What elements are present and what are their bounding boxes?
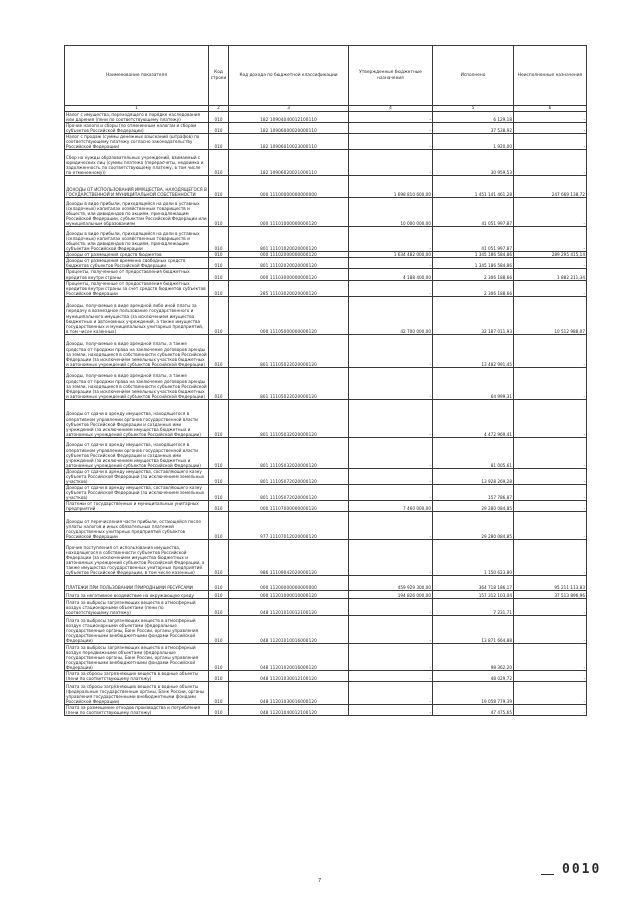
row-approved-cell: - [349, 437, 433, 468]
col-header-executed: Исполнено [433, 46, 514, 106]
row-name-cell: Проценты, полученные от предоставления бюджетных кредитов внутри страны [65, 269, 209, 280]
table-row [65, 367, 587, 399]
table-row [65, 134, 587, 150]
row-unexecuted-cell: - [514, 599, 587, 616]
row-unexecuted-cell: - [514, 280, 587, 296]
row-unexecuted-cell: - [514, 468, 587, 484]
row-approved-cell: 1 634 482 000,00 [349, 252, 433, 258]
row-code-cell: 010 [209, 198, 229, 227]
row-name-cell: Налог с имущества, переходящего в порядке наследования или дарения (пени по соответствующему платежу) [65, 112, 209, 123]
revenue-table [64, 45, 587, 716]
row-name-cell: Доходы от сдачи в аренду имущества, составляющего казну субъекта Российской Федерации (за исключением земельных участков) [65, 484, 209, 500]
row-unexecuted-cell: 95 211 113,83 [514, 576, 587, 591]
row-kbk-cell: 000 11105000000000120 [229, 296, 349, 334]
row-name-cell: Доходы в виде прибыли, приходящейся на доли в уставных (складочных) капиталах хозяйственных товариществ и обществ, или дивидендов по акциям, принадлежащим Российской Федерации, субъектам Российской Федерации или муниципальным образованиям [65, 198, 209, 227]
row-kbk-cell: 048 11201030016000120 [229, 682, 349, 705]
row-kbk-cell: 801 11105022020000120 [229, 334, 349, 367]
row-approved-cell: - [349, 512, 433, 540]
row-approved-cell: - [349, 112, 433, 123]
row-approved-cell: - [349, 258, 433, 269]
row-name-cell: ДОХОДЫ ОТ ИСПОЛЬЗОВАНИЯ ИМУЩЕСТВА, НАХОДЯЩЕГОСЯ В ГОСУДАРСТВЕННОЙ И МУНИЦИПАЛЬНОЙ СОБСТВЕННОСТИ [65, 176, 209, 198]
row-name-cell: Плата за выбросы загрязняющих веществ в атмосферный воздух стационарными объектами (федеральные государственные органы, Банк России, органы управления государственными внебюджетными фондами Российской Федерации) [65, 616, 209, 644]
row-approved-cell: - [349, 484, 433, 500]
row-code-cell: 010 [209, 112, 229, 123]
row-unexecuted-cell: - [514, 682, 587, 705]
table-row [65, 258, 587, 269]
row-executed-cell: 7 231,71 [433, 599, 514, 616]
row-unexecuted-cell: - [514, 644, 587, 671]
row-approved-cell: - [349, 682, 433, 705]
row-executed-cell: 1 150 623,80 [433, 540, 514, 576]
row-unexecuted-cell: - [514, 367, 587, 399]
col-header-code: Код строки [209, 46, 229, 106]
row-approved-cell: 4 188 400,00 [349, 269, 433, 280]
row-name-cell: ПЛАТЕЖИ ПРИ ПОЛЬЗОВАНИИ ПРИРОДНЫМИ РЕСУРСАМИ [65, 576, 209, 591]
row-unexecuted-cell: - [514, 198, 587, 227]
table-row [65, 123, 587, 134]
row-unexecuted-cell: - [514, 540, 587, 576]
row-executed-cell: 6 129,18 [433, 112, 514, 123]
row-kbk-cell: 048 11201010012100120 [229, 599, 349, 616]
table-row [65, 176, 587, 198]
table-row [65, 269, 587, 280]
row-unexecuted-cell: 37 513 896,96 [514, 591, 587, 599]
row-executed-cell: 4 472 969,41 [433, 399, 514, 437]
row-approved-cell: - [349, 468, 433, 484]
stamp-dash [541, 874, 554, 875]
row-approved-cell: 1 698 810 600,00 [349, 176, 433, 198]
row-executed-cell: 157 312 103,04 [433, 591, 514, 599]
table-row [65, 468, 587, 484]
row-unexecuted-cell: 1 882 211,34 [514, 269, 587, 280]
row-kbk-cell: 801 11105032020000120 [229, 437, 349, 468]
row-code-cell: 010 [209, 280, 229, 296]
col-header-unexecuted: Неисполненные назначения [514, 46, 587, 106]
col-header-approved: Утвержденные бюджетные назначения [349, 46, 433, 106]
table-row [65, 112, 587, 123]
row-name-cell: Плата за негативное воздействие на окружающую среду [65, 591, 209, 599]
table-row [65, 512, 587, 540]
row-executed-cell: 1 920,00 [433, 134, 514, 150]
row-unexecuted-cell: - [514, 399, 587, 437]
col-number: 1 [65, 106, 209, 112]
row-name-cell: Плата за сбросы загрязняющих веществ в водные объекты (пени по соответствующему платежу) [65, 671, 209, 682]
row-unexecuted-cell: - [514, 258, 587, 269]
row-kbk-cell: 048 11201040012100120 [229, 705, 349, 716]
row-approved-cell: - [349, 399, 433, 437]
col-header-name: Наименование показателя [65, 46, 209, 106]
row-unexecuted-cell: - [514, 134, 587, 150]
row-code-cell: 010 [209, 500, 229, 511]
row-executed-cell: 37 538,92 [433, 123, 514, 134]
row-code-cell: 010 [209, 176, 229, 198]
row-name-cell: Налог с продаж (суммы денежных взысканий (штрафов) по соответствующему платежу согласно законодательству Российской Федерации) [65, 134, 209, 150]
row-executed-cell: 364 718 186,17 [433, 576, 514, 591]
row-name-cell: Сбор на нужды образовательных учреждений, взимаемый с юридических лиц (суммы платежа (перерасчеты, недоимка и задолженность по соответствующему платежу, в том числе по отмененному)) [65, 150, 209, 176]
row-executed-cell: 13 871 664,88 [433, 616, 514, 644]
table-body [65, 112, 587, 716]
row-approved-cell: - [349, 540, 433, 576]
row-code-cell: 010 [209, 576, 229, 591]
table-header-row [65, 46, 587, 106]
row-kbk-cell: 986 11109042020000120 [229, 540, 349, 576]
row-code-cell: 010 [209, 269, 229, 280]
row-kbk-cell: 801 11101020020000120 [229, 227, 349, 252]
row-approved-cell: 194 826 000,00 [349, 591, 433, 599]
row-code-cell: 010 [209, 484, 229, 500]
row-name-cell: Прочие налоги и сборы (по отмененным налогам и сборам субъектов Российской Федерации) [65, 123, 209, 134]
row-approved-cell: - [349, 334, 433, 367]
row-code-cell: 010 [209, 468, 229, 484]
row-name-cell: Доходы от перечисления части прибыли, остающейся после уплаты налогов и иных обязательных платежей государственных унитарных предприятий субъектов Российской Федерации [65, 512, 209, 540]
table-row [65, 296, 587, 334]
row-kbk-cell: 977 11107012020000120 [229, 512, 349, 540]
row-name-cell: Проценты, полученные от предоставления бюджетных кредитов внутри страны за счет средств бюджетов субъектов Российской Федерации [65, 280, 209, 296]
table-row [65, 399, 587, 437]
row-code-cell: 010 [209, 334, 229, 367]
row-unexecuted-cell: - [514, 334, 587, 367]
row-unexecuted-cell: - [514, 616, 587, 644]
row-unexecuted-cell: - [514, 227, 587, 252]
row-kbk-cell: 801 11105022020000120 [229, 367, 349, 399]
row-name-cell: Доходы в виде прибыли, приходящейся на доли в уставных (складочных) капиталах хозяйственных товариществ и обществ, или дивидендов по акциям, принадлежащим субъектам Российской Федерации [65, 227, 209, 252]
col-number: 5 [433, 106, 514, 112]
row-executed-cell: 64 999,31 [433, 367, 514, 399]
row-kbk-cell: 000 11101000000000120 [229, 198, 349, 227]
row-executed-cell: 41 051 997,87 [433, 198, 514, 227]
row-unexecuted-cell: - [514, 705, 587, 716]
table-row [65, 150, 587, 176]
row-name-cell: Прочие поступления от использования имущества, находящегося в собственности субъектов Российской Федерации (за исключением имущества бюджетных и автономных учреждений субъектов Российской Федерации, а также имущества государственных унитарных предприятий субъектов Российской Федерации, в том числе казенных) [65, 540, 209, 576]
row-code-cell: 010 [209, 705, 229, 716]
row-unexecuted-cell: - [514, 150, 587, 176]
row-code-cell: 010 [209, 599, 229, 616]
table-row [65, 616, 587, 644]
row-unexecuted-cell: - [514, 123, 587, 134]
row-name-cell: Плата за сбросы загрязняющих веществ в водные объекты (федеральные государственные органы, Банк России, органы управления государственными внебюджетными фондами Российской Федерации) [65, 682, 209, 705]
row-executed-cell: 98 362,20 [433, 644, 514, 671]
row-code-cell: 010 [209, 512, 229, 540]
row-kbk-cell: 000 11100000000000000 [229, 176, 349, 198]
col-number: 4 [349, 106, 433, 112]
table-row [65, 599, 587, 616]
row-kbk-cell: 048 11201010016000120 [229, 616, 349, 644]
row-name-cell: Доходы от размещения временно свободных средств бюджетов субъектов Российской Федерации [65, 258, 209, 269]
table-row [65, 591, 587, 599]
row-executed-cell: 30 959,53 [433, 150, 514, 176]
row-name-cell: Плата за размещение отходов производства и потребления (пени по соответствующему платежу) [65, 705, 209, 716]
row-unexecuted-cell: - [514, 484, 587, 500]
row-name-cell: Доходы, получаемые в виде арендной платы, а также средства от продажи права на заключение договоров аренды за земли, находящиеся в собственности субъектов Российской Федерации (за исключением земельных участков бюджетных и автономных учреждений субъектов Российской Федерации) [65, 367, 209, 399]
row-approved-cell: 459 929 300,00 [349, 576, 433, 591]
row-kbk-cell: 048 11201030012100120 [229, 671, 349, 682]
row-approved-cell: - [349, 616, 433, 644]
row-code-cell: 010 [209, 367, 229, 399]
row-code-cell: 010 [209, 296, 229, 334]
row-approved-cell: 7 460 000,00 [349, 500, 433, 511]
row-executed-cell: 81 005,61 [433, 437, 514, 468]
row-executed-cell: 2 306 188,66 [433, 269, 514, 280]
row-kbk-cell: 000 11102000000000120 [229, 252, 349, 258]
row-code-cell: 010 [209, 123, 229, 134]
row-code-cell: 010 [209, 671, 229, 682]
row-approved-cell: - [349, 150, 433, 176]
row-code-cell: 010 [209, 150, 229, 176]
row-name-cell: Платежи от государственных и муниципальных унитарных предприятий [65, 500, 209, 511]
row-code-cell: 010 [209, 644, 229, 671]
row-kbk-cell: 000 11200000000000000 [229, 576, 349, 591]
row-name-cell: Доходы от сдачи в аренду имущества, составляющего казну субъекта Российской Федерации (за исключением земельных участков) [65, 468, 209, 484]
row-unexecuted-cell: - [514, 500, 587, 511]
row-code-cell: 010 [209, 227, 229, 252]
row-name-cell: Доходы, получаемые в виде арендной либо иной платы за передачу в возмездное пользование государственного и муниципального имущества (за исключением имущества бюджетных и автономных учреждений, а также имущества государственных и муниципальных унитарных предприятий, в том числе казенных) [65, 296, 209, 334]
row-code-cell: 010 [209, 682, 229, 705]
col-number: 2 [209, 106, 229, 112]
row-approved-cell: - [349, 599, 433, 616]
page-number: 7 [318, 878, 322, 884]
row-executed-cell: 157 786,87 [433, 484, 514, 500]
table-row [65, 500, 587, 511]
row-kbk-cell: 182 10904040012100110 [229, 112, 349, 123]
row-name-cell: Плата за выбросы загрязняющих веществ в атмосферный воздух стационарными объектами (пени по соответствующему платежу) [65, 599, 209, 616]
row-executed-cell: 47 475,65 [433, 705, 514, 716]
table-row [65, 198, 587, 227]
table-row [65, 227, 587, 252]
col-header-kbk: Код дохода по бюджетной классификации [229, 46, 349, 106]
row-executed-cell: 1 451 141 461,28 [433, 176, 514, 198]
row-unexecuted-cell: 247 669 138,72 [514, 176, 587, 198]
page-stamp: 0010 [562, 862, 602, 877]
row-executed-cell: 41 051 997,87 [433, 227, 514, 252]
row-executed-cell: 13 928 269,28 [433, 468, 514, 484]
row-kbk-cell: 801 11105032020000120 [229, 399, 349, 437]
row-executed-cell: 2 306 188,66 [433, 280, 514, 296]
row-approved-cell: 42 700 000,00 [349, 296, 433, 334]
row-kbk-cell: 048 11201020016000120 [229, 644, 349, 671]
row-name-cell: Доходы от размещения средств бюджетов [65, 252, 209, 258]
row-executed-cell: 29 280 084,85 [433, 500, 514, 511]
row-kbk-cell: 285 11103020020000120 [229, 280, 349, 296]
row-unexecuted-cell: - [514, 512, 587, 540]
row-code-cell: 010 [209, 591, 229, 599]
row-unexecuted-cell: 289 295 415,14 [514, 252, 587, 258]
col-number: 3 [229, 106, 349, 112]
row-name-cell: Доходы, получаемые в виде арендной платы, а также средства от продажи права на заключение договоров аренды за земли, находящиеся в собственности субъектов Российской Федерации (за исключением земельных участков бюджетных и автономных учреждений субъектов Российской Федерации) [65, 334, 209, 367]
row-executed-cell: 1 345 186 584,86 [433, 252, 514, 258]
row-approved-cell: - [349, 367, 433, 399]
row-unexecuted-cell: 10 512 988,07 [514, 296, 587, 334]
table-row [65, 644, 587, 671]
table-row [65, 437, 587, 468]
row-executed-cell: 19 058 779,39 [433, 682, 514, 705]
row-unexecuted-cell: - [514, 671, 587, 682]
row-kbk-cell: 000 11103000000000120 [229, 269, 349, 280]
row-executed-cell: 1 345 186 584,86 [433, 258, 514, 269]
table-row [65, 671, 587, 682]
row-approved-cell: - [349, 705, 433, 716]
row-kbk-cell: 000 11201000010000120 [229, 591, 349, 599]
row-approved-cell: 10 000 000,00 [349, 198, 433, 227]
row-executed-cell: 13 482 991,45 [433, 334, 514, 367]
row-approved-cell: - [349, 123, 433, 134]
row-approved-cell: - [349, 280, 433, 296]
row-kbk-cell: 182 10906000020000110 [229, 123, 349, 134]
row-approved-cell: - [349, 134, 433, 150]
row-executed-cell: 29 280 084,85 [433, 512, 514, 540]
row-code-cell: 010 [209, 252, 229, 258]
row-code-cell: 010 [209, 134, 229, 150]
table-row [65, 576, 587, 591]
table-row [65, 334, 587, 367]
table-row [65, 280, 587, 296]
row-kbk-cell: 801 11105072020000120 [229, 468, 349, 484]
row-name-cell: Доходы от сдачи в аренду имущества, находящегося в оперативном управлении органов государственной власти субъектов Российской Федерации и созданных ими учреждений (за исключением имущества бюджетных и автономных учреждений субъектов Российской Федерации) [65, 437, 209, 468]
row-kbk-cell: 182 10906010023000110 [229, 134, 349, 150]
row-kbk-cell: 182 10906020021000110 [229, 150, 349, 176]
table-row [65, 484, 587, 500]
table-row [65, 682, 587, 705]
row-executed-cell: 48 029,72 [433, 671, 514, 682]
table-row [65, 705, 587, 716]
row-approved-cell: - [349, 671, 433, 682]
col-number: 6 [514, 106, 587, 112]
row-executed-cell: 32 187 011,93 [433, 296, 514, 334]
row-unexecuted-cell: - [514, 112, 587, 123]
row-name-cell: Доходы от сдачи в аренду имущества, находящегося в оперативном управлении органов государственной власти субъектов Российской Федерации и созданных ими учреждений (за исключением имущества бюджетных и автономных учреждений субъектов Российской Федерации) [65, 399, 209, 437]
row-code-cell: 010 [209, 258, 229, 269]
row-name-cell: Плата за выбросы загрязняющих веществ в атмосферный воздух передвижными объектами (федеральные государственные органы, Банк России, органы управления государственными внебюджетными фондами Российской Федерации) [65, 644, 209, 671]
row-code-cell: 010 [209, 616, 229, 644]
row-code-cell: 010 [209, 399, 229, 437]
row-code-cell: 010 [209, 540, 229, 576]
table-row [65, 540, 587, 576]
row-approved-cell: - [349, 227, 433, 252]
row-code-cell: 010 [209, 437, 229, 468]
row-kbk-cell: 801 11105072020000120 [229, 484, 349, 500]
row-approved-cell: - [349, 644, 433, 671]
row-kbk-cell: 000 11107000000000120 [229, 500, 349, 511]
row-unexecuted-cell: - [514, 437, 587, 468]
report-sheet [64, 45, 586, 716]
row-kbk-cell: 801 11102020020000120 [229, 258, 349, 269]
